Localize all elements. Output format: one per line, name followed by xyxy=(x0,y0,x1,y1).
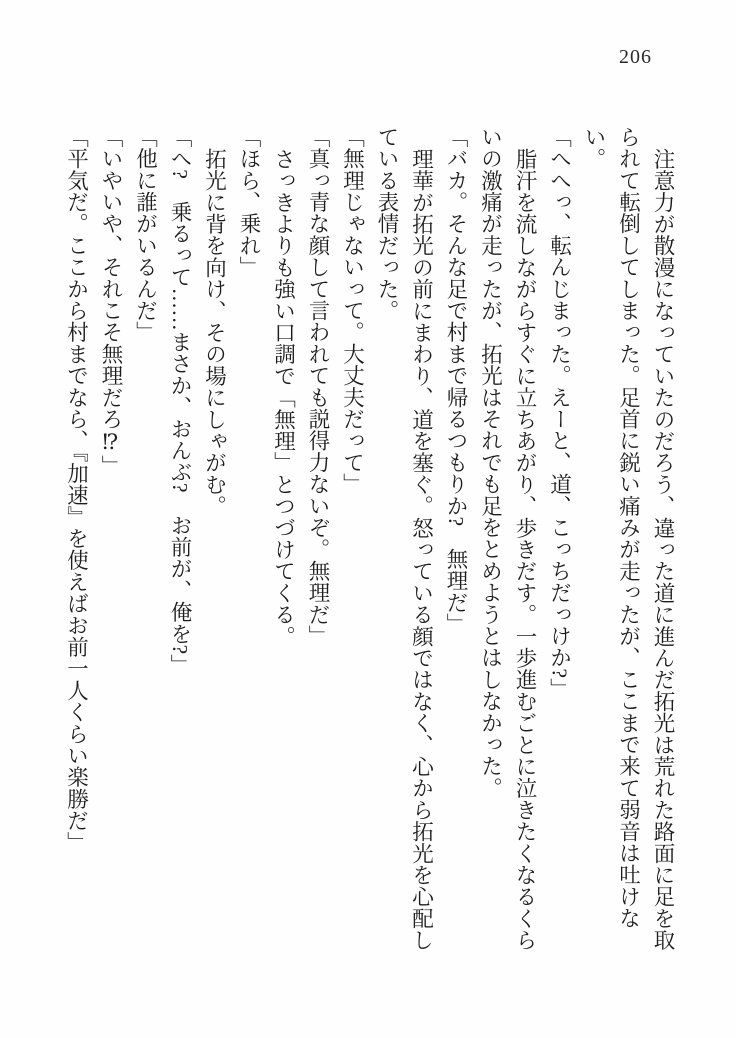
dialogue-line: 「ほら、乗れ」 xyxy=(237,126,261,278)
narration-paragraph: 脂汗を流しながらすぐに立ちあがり、歩きだす。一歩進むごとに泣きたくなるくらいの激痛が走ったが、拓光はそれでも足をとめようとはしなかった。 xyxy=(478,126,537,951)
narration-paragraph: 注意力が散漫になっていたのだろう、違った道に進んだ拓光は荒れた路面に足を取られて転倒してしまった。足首に鋭い痛みが走ったが、ここまで来て弱音は吐けない。 xyxy=(582,126,675,951)
narration-paragraph: 拓光に背を向け、その場にしゃがむ。 xyxy=(202,147,227,517)
page-number: 206 xyxy=(619,46,652,68)
dialogue-line: 「へ? 乗るって……まさか、おんぶ? お前が、俺を?」 xyxy=(168,126,192,677)
narration-paragraph: さっきよりも強い口調で「無理」とつづけてくる。 xyxy=(271,147,296,647)
dialogue-line: 「無理じゃないって。大丈夫だって」 xyxy=(340,126,365,495)
dialogue-line: 「バカ。そんな足で村まで帰るつもりか? 無理だ」 xyxy=(444,126,468,635)
dialogue-line: 「へへっ、転んじまった。えーと、道、こっちだっけか?」 xyxy=(547,126,572,700)
narration-paragraph: 理華が拓光の前にまわり、道を塞ぐ。怒っている顔ではなく、心から拓光を心配している表情だった。 xyxy=(375,126,434,951)
dialogue-line: 「平気だ。ここから村までなら、『加速』を使えばお前一人くらい楽勝だ」 xyxy=(64,126,89,854)
dialogue-line: 「真っ青な顔して言われても説得力ないぞ。無理だ」 xyxy=(306,126,330,647)
vertical-text-block xyxy=(59,126,680,958)
dialogue-line: 「いやいや、それこそ無理だろ⁉」 xyxy=(99,126,123,477)
dialogue-line: 「他に誰がいるんだ」 xyxy=(133,126,158,343)
